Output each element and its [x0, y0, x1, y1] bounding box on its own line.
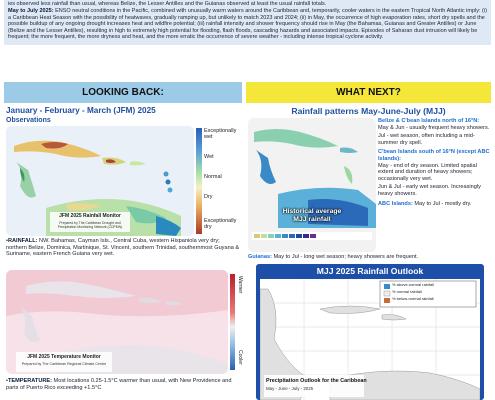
what-next-header: WHAT NEXT?	[246, 82, 491, 103]
guianas-note	[248, 254, 490, 261]
scale-normal: Normal	[204, 174, 222, 180]
temperature-summary: •TEMPERATURE: Most locations 0.25-1.5°C warmer than usual, with New Providence and parts of Puerto Rico exceeding +1.5°C	[6, 378, 232, 391]
temperature-label: TEMPERATURE:	[7, 378, 52, 384]
temperature-monitor-map	[6, 270, 228, 374]
temperature-text: Most locations 0.25-1.5°C warmer than usual, with New Providence and parts of Puerto Rico exceeding +1.5°C	[6, 378, 232, 391]
rainfall-monitor-map	[6, 126, 194, 236]
outlook-paragraph-text: ENSO neutral conditions in the Pacific, combined with unusually warm waters around the Caribbean and, temporarily, cooler waters in the eastern Tropical North Atlantic imply: (i) a Caribbean Heat Season with the possibility of heatwaves, gradually ramping up, but unlikely to match 2023 and 2024; (ii) in May, the occurrence of high evaporation rates, short dry spells and the possible buildup of any ongoing drought increases heat and wildfire potential; (iii) rainfall intensity and shower frequency should rise in May (the Bahamas, Guianas and Greater Antilles) or June (Belize and the Lesser Antilles), resulting in high to extremely high potential for flooding, flash floods, cascading hazards and associated impacts. Episodes of Saharan dust intrusion will likely be frequent; the more frequent, the more dryness and heat, and the more erratic the occurrence of severe weather - including intense tropical cyclone activity.	[8, 8, 487, 41]
guianas-label: Guianas:	[248, 254, 272, 260]
temperature-monitor-caption: JFM 2025 Temperature Monitor	[27, 354, 101, 360]
north-islands-title: Belize & C'bean Islands north of 16°N:	[378, 118, 480, 124]
top-summary	[4, 0, 491, 45]
scale-dry: Dry	[204, 194, 213, 200]
rainfall-label: RAINFALL:	[7, 238, 38, 244]
outlook-paragraph	[8, 8, 487, 40]
historical-map-graphic	[248, 118, 376, 252]
mjj-title: Rainfall patterns May-June-July (MJJ)	[291, 106, 446, 116]
temperature-scale-bar	[230, 274, 235, 370]
what-next-panel	[246, 104, 491, 400]
temperature-monitor-credit: Prepared by The Caribbean Regional Climate Centre	[21, 362, 107, 366]
guianas-text: May to Jul - long wet season; heavy showers are frequent.	[271, 254, 419, 260]
scale-exceptionally-wet: Exceptionally wet	[204, 128, 237, 141]
rainfall-scale-bar	[196, 128, 202, 234]
outlook-paragraph-label: May to July 2025:	[8, 8, 54, 15]
abc-islands-note	[378, 201, 490, 208]
historical-legend-swatches	[254, 234, 316, 238]
summary-line: ies observed less rainfall than usual, whereas Belize, the Lesser Antilles and the Guianas observed at least the usual rainfall totals.	[8, 1, 327, 7]
scale-warmer: Warmer	[236, 276, 243, 294]
abc-islands-text: May to Jul - mostly dry.	[412, 200, 472, 207]
north-islands-may-jun: May & Jun - usually frequent heavy showers.	[378, 124, 490, 131]
rainfall-monitor-credit: Prepared by The Caribbean Drought and Precipitation Monitoring Network (CDPMN)	[57, 221, 123, 230]
legend-normal: % normal rainfall	[392, 289, 422, 294]
historical-map-label: Historical average MJJ rainfall	[282, 208, 342, 224]
historical-rainfall-map	[248, 118, 376, 252]
legend-above: % above-normal rainfall	[392, 282, 435, 287]
abc-islands-label: ABC Islands:	[378, 200, 413, 207]
looking-back-header: LOOKING BACK:	[4, 82, 242, 103]
rainfall-monitor-caption: JFM 2025 Rainfall Monitor	[59, 213, 121, 219]
scale-wet: Wet	[204, 154, 214, 160]
south-islands-title: C'bean Islands south of 16°N (except ABC Islands):	[378, 149, 490, 162]
rainfall-text: NW. Bahamas, Cayman Isls., Central Cuba, western Hispaniola very dry; northern Belize, Dominica, Martinique, St. Vincent, southern Trinidad, southernmost Guyana & Suriname, eastern French Guiana very wet.	[6, 238, 240, 258]
looking-back-panel	[4, 104, 242, 400]
outlook-title: MJJ 2025 Rainfall Outlook	[316, 266, 424, 276]
outlook-caption-period: May - June - July - 2025	[266, 386, 314, 391]
outlook-caption: Precipitation Outlook for the Caribbean	[266, 378, 367, 384]
south-islands-may: May - end of dry season. Limited spatial extent and duration of heavy showers; occasionally very wet.	[378, 162, 477, 182]
north-islands-jul: Jul - wet season, often including a mid-summer dry spell.	[378, 133, 475, 146]
rainfall-summary: •RAINFALL: NW. Bahamas, Cayman Isls., Central Cuba, western Hispaniola very dry; northern Belize, Dominica, Martinique, St. Vincent, southern Trinidad, southernmost Guyana & Suriname, eastern French Guiana very wet.	[6, 238, 240, 258]
scale-cooler: Cooler	[236, 350, 243, 365]
jfm-title: January - February - March (JFM) 2025	[6, 106, 156, 115]
legend-below: % below-normal rainfall	[392, 296, 434, 301]
south-islands-jun-jul: Jun & Jul - early wet season. Increasingly heavy showers.	[378, 184, 481, 197]
jfm-subtitle: Observations	[6, 117, 51, 124]
regional-notes	[378, 118, 490, 207]
outlook-map	[260, 279, 480, 400]
scale-exceptionally-dry: Exceptionally dry	[204, 218, 237, 231]
